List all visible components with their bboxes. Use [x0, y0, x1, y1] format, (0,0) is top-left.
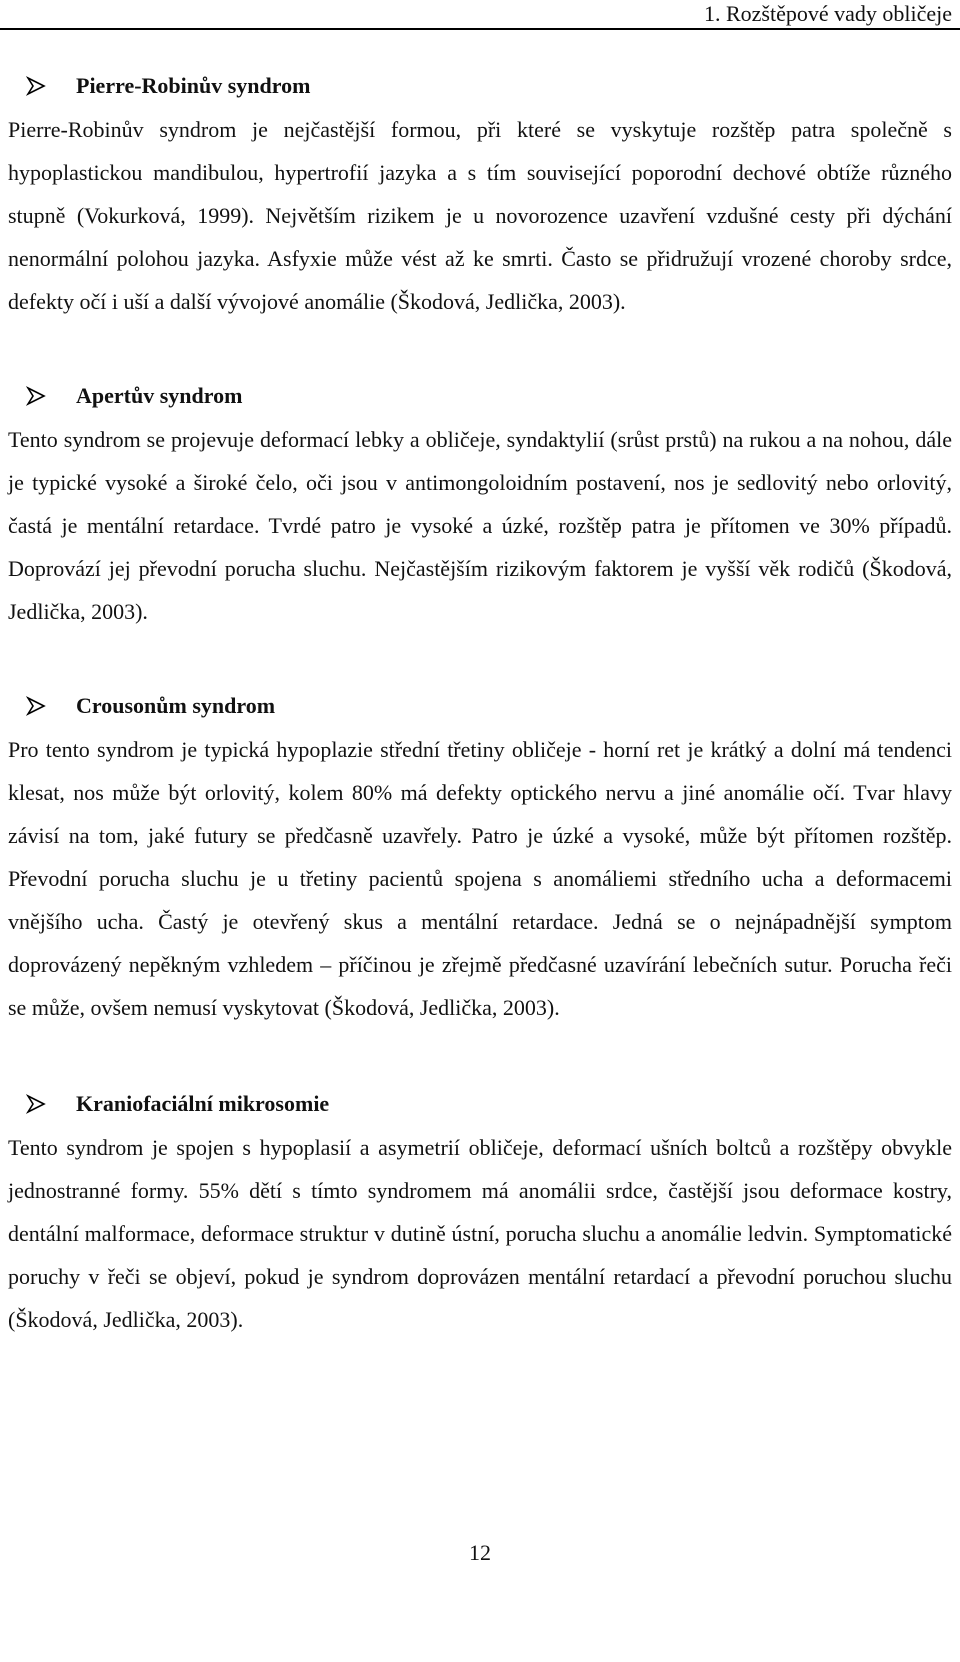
page-number: 12 — [469, 1540, 491, 1565]
section-body: Tento syndrom je spojen s hypoplasií a asymetrií obličeje, deformací ušních boltců a rozštěpy obvykle jednostranné formy. 55% dětí s tímto syndromem má anomálii srdce, častější jsou deformace kostry, dentální malformace, deformace struktur v dutině ústní, porucha sluchu a anomálie ledvin. Symptomatické poruchy v řeči se objeví, pokud je syndrom doprovázen mentální retardací a převodní poruchou sluchu (Škodová, Jedlička, 2003). — [8, 1135, 952, 1332]
section-pierre-robin — [8, 64, 952, 323]
section-title: Crousonům syndrom — [76, 693, 276, 718]
running-header-title: 1. Rozštěpové vady obličeje — [703, 1, 952, 26]
section-heading — [26, 374, 952, 418]
arrow-bullet-icon — [26, 1094, 46, 1114]
page-content — [8, 60, 952, 1341]
section-body: Tento syndrom se projevuje deformací lebky a obličeje, syndaktylií (srůst prstů) na rukou a na nohou, dále je typické vysoké a široké čelo, oči jsou v antimongoloidním postavení, nos je sedlovitý nebo orlovitý, častá je mentální retardace. Tvrdé patro je vysoké a úzké, rozštěp patra je přítomen ve 30% případů. Doprovází jej převodní porucha sluchu. Nejčastějším rizikovým faktorem je vyšší věk rodičů (Škodová, Jedlička, 2003). — [8, 427, 952, 624]
section-heading — [26, 684, 952, 728]
section-title: Kraniofaciální mikrosomie — [76, 1091, 330, 1116]
section-crouzon — [8, 684, 952, 1029]
arrow-bullet-icon — [26, 696, 46, 716]
section-body: Pro tento syndrom je typická hypoplazie střední třetiny obličeje - horní ret je krátký a dolní má tendenci klesat, nos může být orlovitý, kolem 80% má defekty optického nervu a jiné anomálie očí. Tvar hlavy závisí na tom, jaké futury se předčasně uzavřely. Patro je úzké a vysoké, může být přítomen rozštěp. Převodní porucha sluchu je u třetiny pacientů spojena s anomáliemi středního ucha a deformacemi vnějšího ucha. Častý je otevřený skus a mentální retardace. Jedná se o nejnápadnější symptom doprovázený nepěkným vzhledem – příčinou je zřejmě předčasné uzavírání lebečních sutur. Porucha řeči se může, ovšem nemusí vyskytovat (Škodová, Jedlička, 2003). — [8, 737, 952, 1020]
arrow-bullet-icon — [26, 386, 46, 406]
section-heading — [26, 64, 952, 108]
section-title: Pierre-Robinův syndrom — [76, 73, 311, 98]
section-heading — [26, 1082, 952, 1126]
running-header — [0, 0, 960, 30]
section-title: Apertův syndrom — [76, 383, 243, 408]
section-craniofacial-microsomia — [8, 1082, 952, 1341]
arrow-bullet-icon — [26, 76, 46, 96]
section-body: Pierre-Robinův syndrom je nejčastější formou, při které se vyskytuje rozštěp patra společně s hypoplastickou mandibulou, hypertrofií jazyka a s tím související poporodní dechové obtíže různého stupně (Vokurková, 1999). Největším rizikem je u novorozence uzavření vzdušné cesty při dýchání nenormální polohou jazyka. Asfyxie může vést až ke smrti. Často se přidružují vrozené choroby srdce, defekty očí i uší a další vývojové anomálie (Škodová, Jedlička, 2003). — [8, 117, 952, 314]
section-apert — [8, 374, 952, 633]
